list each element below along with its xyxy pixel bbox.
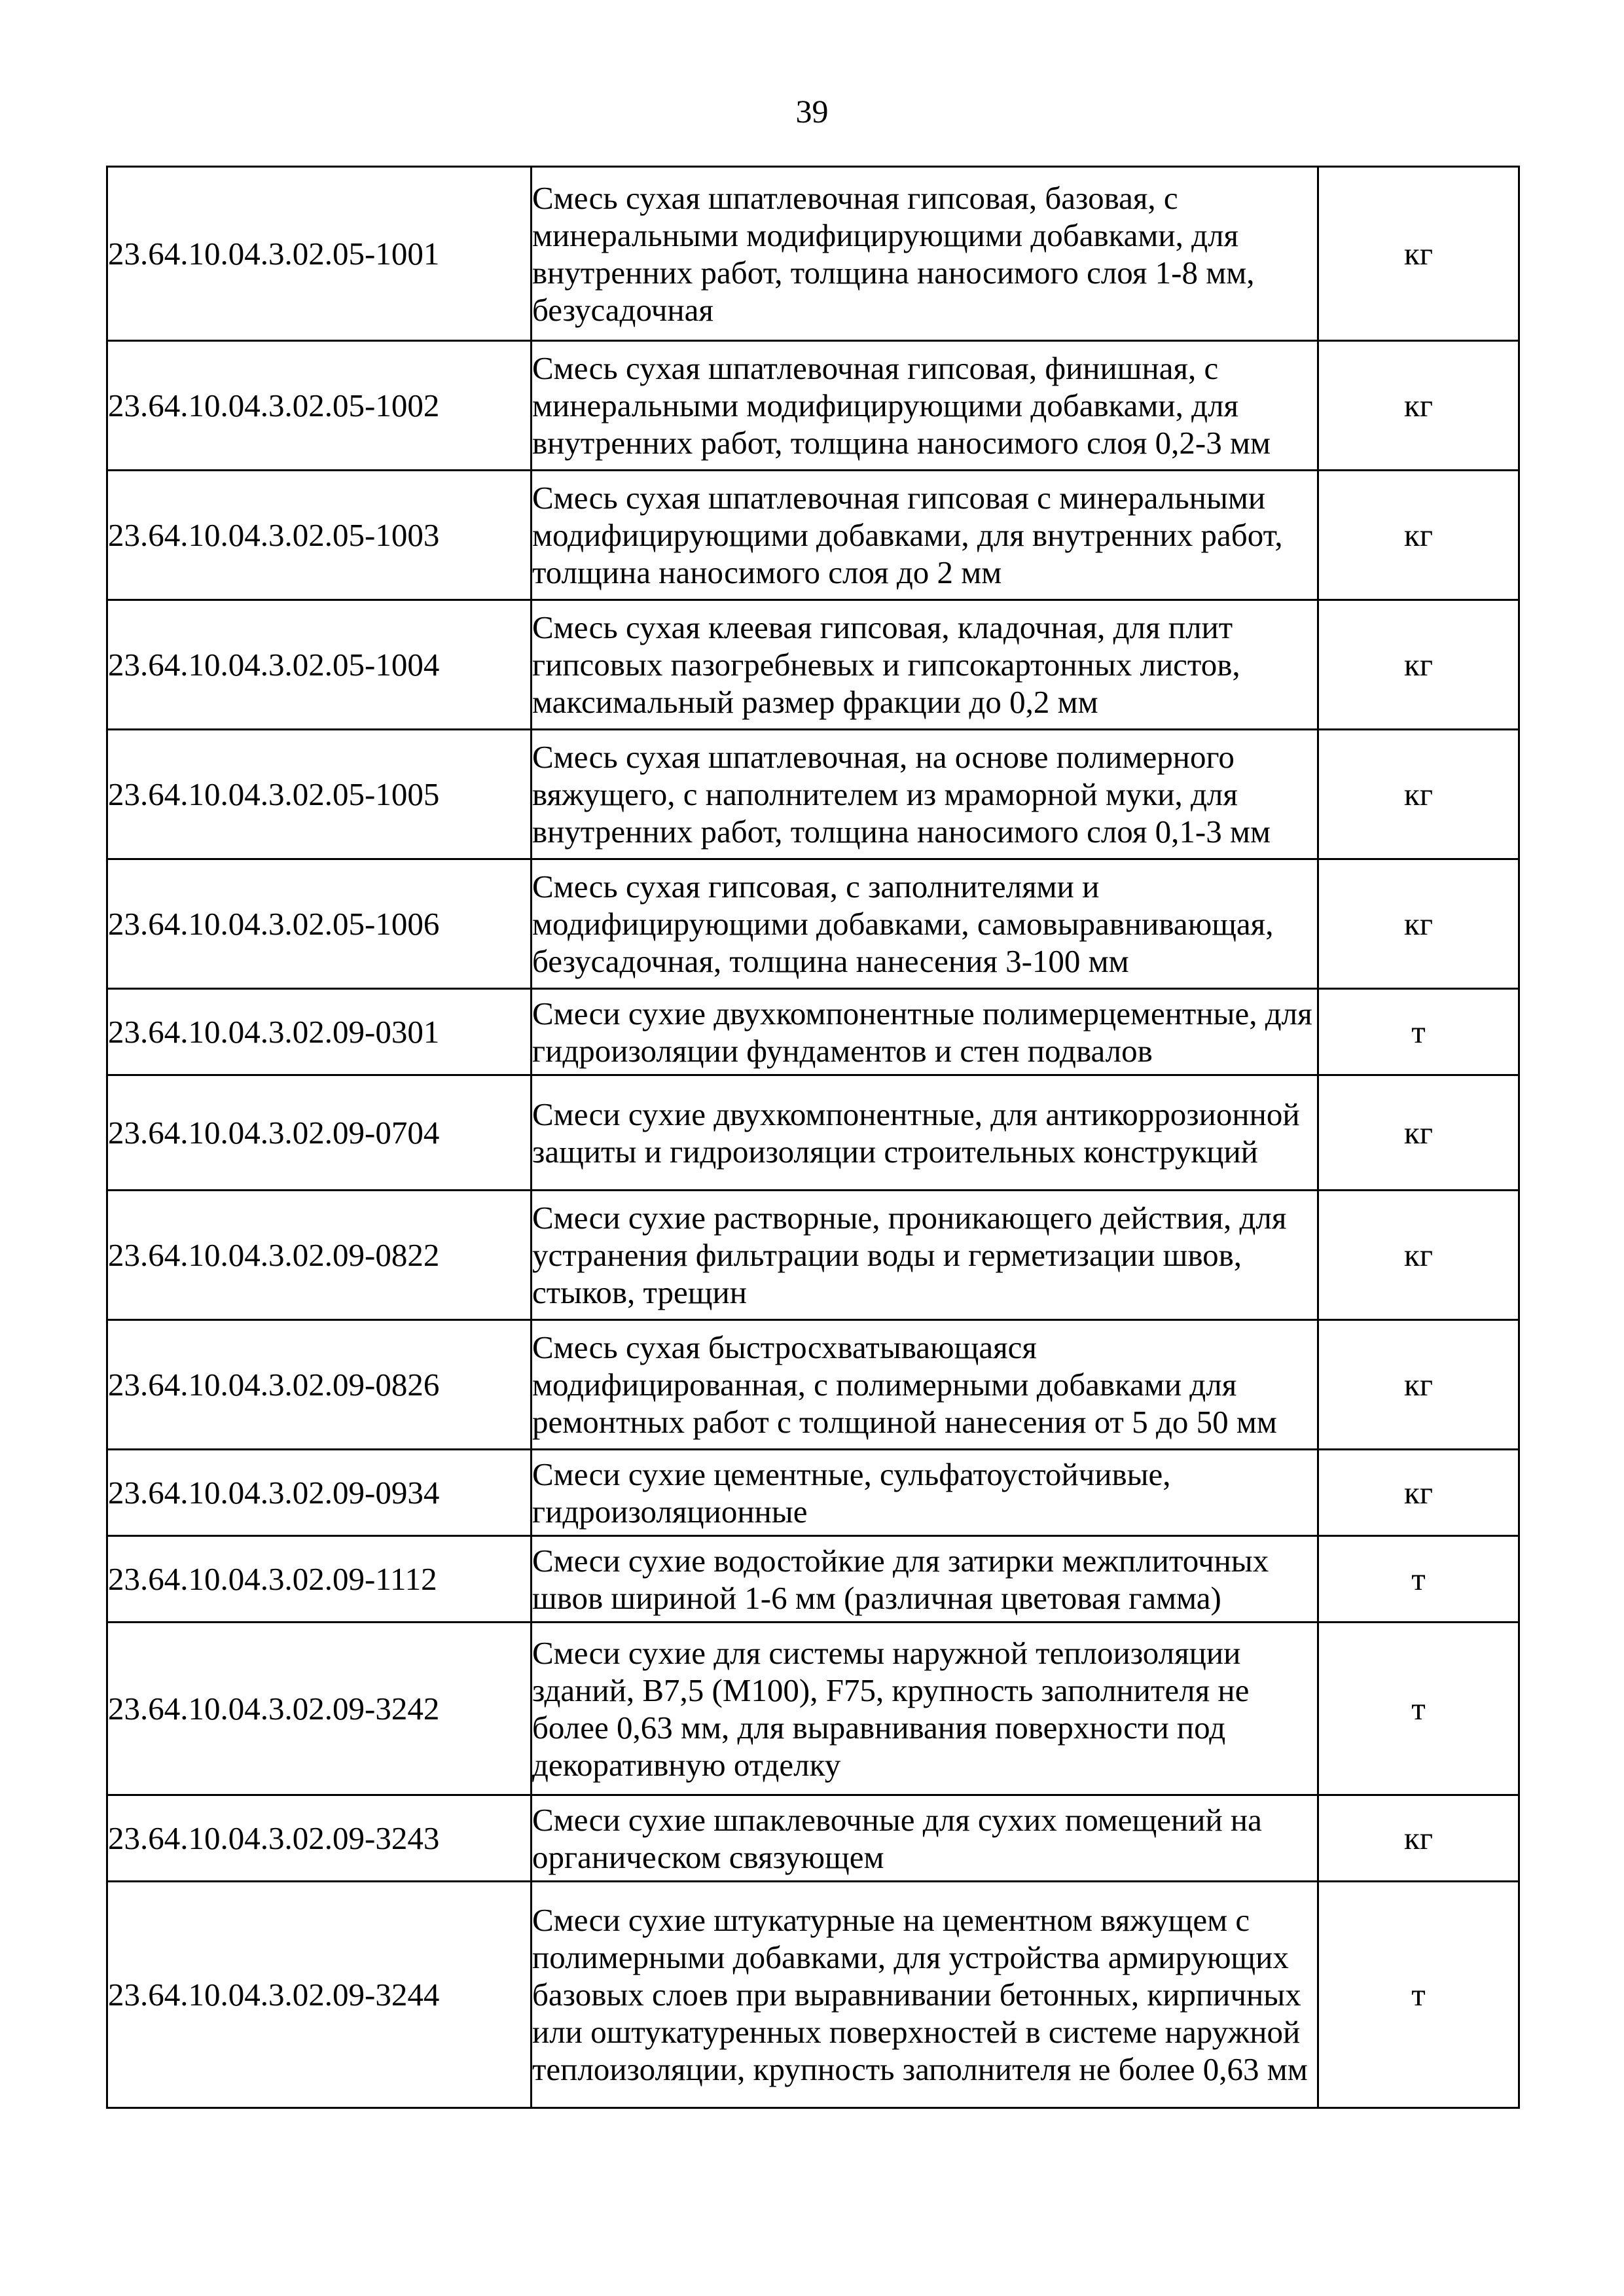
table-row xyxy=(107,341,1519,471)
resource-code: 23.64.10.04.3.02.09-3242 xyxy=(107,1623,532,1795)
resource-name: Смеси сухие растворные, проникающего действия, для устранения фильтрации воды и герметизации швов, стыков, трещин xyxy=(532,1191,1318,1320)
table-row xyxy=(107,1882,1519,2108)
unit-of-measure: т xyxy=(1318,1623,1519,1795)
table-row xyxy=(107,859,1519,989)
table-row xyxy=(107,989,1519,1075)
unit-of-measure: кг xyxy=(1318,859,1519,989)
unit-of-measure: т xyxy=(1318,989,1519,1075)
unit-of-measure: кг xyxy=(1318,1320,1519,1450)
resource-code: 23.64.10.04.3.02.05-1006 xyxy=(107,859,532,989)
resource-name: Смеси сухие штукатурные на цементном вяжущем с полимерными добавками, для устройства армирующих базовых слоев при выравнивании бетонных, кирпичных или оштукатуренных поверхностей в системе наружной теплоизоляции, крупность заполнителя не более 0,63 мм xyxy=(532,1882,1318,2108)
unit-of-measure: кг xyxy=(1318,1450,1519,1536)
page-number: 39 xyxy=(795,93,829,130)
resource-name: Смесь сухая гипсовая, с заполнителями и модифицирующими добавками, самовыравнивающая, безусадочная, толщина нанесения 3-100 мм xyxy=(532,859,1318,989)
resource-code: 23.64.10.04.3.02.09-3244 xyxy=(107,1882,532,2108)
resource-name: Смесь сухая шпатлевочная, на основе полимерного вяжущего, с наполнителем из мраморной муки, для внутренних работ, толщина наносимого слоя 0,1-3 мм xyxy=(532,730,1318,859)
resource-name: Смесь сухая шпатлевочная гипсовая, базовая, с минеральными модифицирующими добавками, для внутренних работ, толщина наносимого слоя 1-8 мм, безусадочная xyxy=(532,167,1318,341)
table-row xyxy=(107,600,1519,730)
table-row xyxy=(107,1075,1519,1191)
resource-code: 23.64.10.04.3.02.09-3243 xyxy=(107,1795,532,1882)
resource-name: Смесь сухая шпатлевочная гипсовая, финишная, с минеральными модифицирующими добавками, для внутренних работ, толщина наносимого слоя 0,2-3 мм xyxy=(532,341,1318,471)
unit-of-measure: кг xyxy=(1318,167,1519,341)
resource-code: 23.64.10.04.3.02.09-1112 xyxy=(107,1536,532,1623)
resource-code: 23.64.10.04.3.02.09-0934 xyxy=(107,1450,532,1536)
materials-table xyxy=(106,166,1520,2109)
resource-code: 23.64.10.04.3.02.09-0704 xyxy=(107,1075,532,1191)
resource-code: 23.64.10.04.3.02.05-1002 xyxy=(107,341,532,471)
resource-code: 23.64.10.04.3.02.09-0301 xyxy=(107,989,532,1075)
unit-of-measure: кг xyxy=(1318,1191,1519,1320)
resource-name: Смеси сухие цементные, сульфатоустойчивые, гидроизоляционные xyxy=(532,1450,1318,1536)
unit-of-measure: кг xyxy=(1318,730,1519,859)
resource-name: Смесь сухая клеевая гипсовая, кладочная, для плит гипсовых пазогребневых и гипсокартонных листов, максимальный размер фракции до 0,2 мм xyxy=(532,600,1318,730)
resource-code: 23.64.10.04.3.02.05-1003 xyxy=(107,471,532,600)
resource-name: Смеси сухие водостойкие для затирки межплиточных швов шириной 1-6 мм (различная цветовая гамма) xyxy=(532,1536,1318,1623)
unit-of-measure: кг xyxy=(1318,1795,1519,1882)
unit-of-measure: кг xyxy=(1318,1075,1519,1191)
resource-code: 23.64.10.04.3.02.05-1001 xyxy=(107,167,532,341)
resource-name: Смеси сухие двухкомпонентные полимерцементные, для гидроизоляции фундаментов и стен подвалов xyxy=(532,989,1318,1075)
table-row xyxy=(107,471,1519,600)
resource-name: Смеси сухие шпаклевочные для сухих помещений на органическом связующем xyxy=(532,1795,1318,1882)
table-row xyxy=(107,1450,1519,1536)
unit-of-measure: т xyxy=(1318,1882,1519,2108)
resource-code: 23.64.10.04.3.02.09-0826 xyxy=(107,1320,532,1450)
unit-of-measure: кг xyxy=(1318,341,1519,471)
table-row xyxy=(107,730,1519,859)
resource-name: Смеси сухие для системы наружной теплоизоляции зданий, В7,5 (М100), F75, крупность заполнителя не более 0,63 мм, для выравнивания поверхности под декоративную отделку xyxy=(532,1623,1318,1795)
table-row xyxy=(107,1320,1519,1450)
resource-code: 23.64.10.04.3.02.05-1004 xyxy=(107,600,532,730)
table-row xyxy=(107,167,1519,341)
unit-of-measure: кг xyxy=(1318,600,1519,730)
table-row xyxy=(107,1191,1519,1320)
resource-code: 23.64.10.04.3.02.05-1005 xyxy=(107,730,532,859)
unit-of-measure: т xyxy=(1318,1536,1519,1623)
table-row xyxy=(107,1623,1519,1795)
resource-name: Смесь сухая шпатлевочная гипсовая с минеральными модифицирующими добавками, для внутренних работ, толщина наносимого слоя до 2 мм xyxy=(532,471,1318,600)
unit-of-measure: кг xyxy=(1318,471,1519,600)
resource-name: Смеси сухие двухкомпонентные, для антикоррозионной защиты и гидроизоляции строительных конструкций xyxy=(532,1075,1318,1191)
resource-code: 23.64.10.04.3.02.09-0822 xyxy=(107,1191,532,1320)
table-row xyxy=(107,1536,1519,1623)
resource-name: Смесь сухая быстросхватывающаяся модифицированная, с полимерными добавками для ремонтных работ с толщиной нанесения от 5 до 50 мм xyxy=(532,1320,1318,1450)
table-row xyxy=(107,1795,1519,1882)
